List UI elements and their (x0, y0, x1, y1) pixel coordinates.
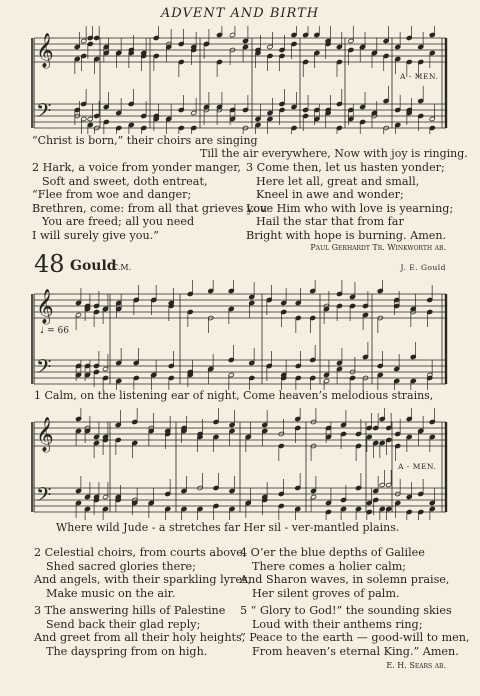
svg-text:𝄢: 𝄢 (36, 355, 52, 383)
attribution: E. H. Sears ab. (386, 661, 446, 670)
attribution: Paul Gerhardt Tr. Winkworth ab. (310, 243, 446, 252)
verse-3: 3 The answering hills of Palestine Send back their glad reply; And greet from all their holy heights, The dayspring from on high. (34, 604, 246, 658)
verse-3: 3 Come then, let us hasten yonder; Here let all, great and small, Kneel in awe and wonder; Love Him who with love is yearning; Hail the star that from far Bright with hope is burning. Amen. (246, 161, 454, 242)
amen-label: A - MEN. (398, 462, 437, 471)
tune-name: Gould (70, 258, 117, 274)
svg-text:𝄞: 𝄞 (36, 33, 54, 68)
svg-text:𝄞: 𝄞 (36, 417, 54, 452)
composer: J. E. Gould (400, 263, 446, 272)
verse-5: 5 “ Glory to God!” the sounding skies Loud with their anthems ring; “ Peace to the earth — good-will to men, From heaven’s eternal King.” Amen. (240, 604, 470, 658)
hymn-number: 48 (34, 250, 65, 278)
verse-4: 4 O’er the blue depths of Galilee There comes a holier calm; And Sharon waves, in solemn praise, Her silent groves of palm. (240, 546, 450, 600)
verse-2: 2 Hark, a voice from yonder manger, Soft and sweet, doth entreat, “Flee from woe and danger; Brethren, come: from all that grieves you You are freed; all you need I will surely give you.” (32, 161, 268, 242)
verse-2: 2 Celestial choirs, from courts above, Shed sacred glories there; And angels, with their sparkling lyres, Make music on the air. (34, 546, 252, 600)
meter: C.M. (112, 263, 132, 272)
music-system-2 (0, 280, 480, 390)
svg-text:𝄢: 𝄢 (36, 483, 52, 511)
page-header: ADVENT AND BIRTH (160, 6, 320, 21)
tempo-mark: ♩ = 66 (40, 326, 69, 336)
lyric-line: Till the air everywhere, Now with joy is ringing. (200, 147, 468, 160)
amen-label: A - MEN. (400, 72, 439, 81)
svg-text:𝄢: 𝄢 (36, 99, 52, 127)
svg-text:𝄞: 𝄞 (36, 289, 54, 324)
lyric-line: “Christ is born,” their choirs are singing (32, 134, 258, 147)
lyric-line: Where wild Jude - a stretches far Her sil - ver-mantled plains. (56, 521, 400, 534)
lyric-line: 1 Calm, on the listening ear of night, Come heaven’s melodious strains, (34, 389, 434, 402)
